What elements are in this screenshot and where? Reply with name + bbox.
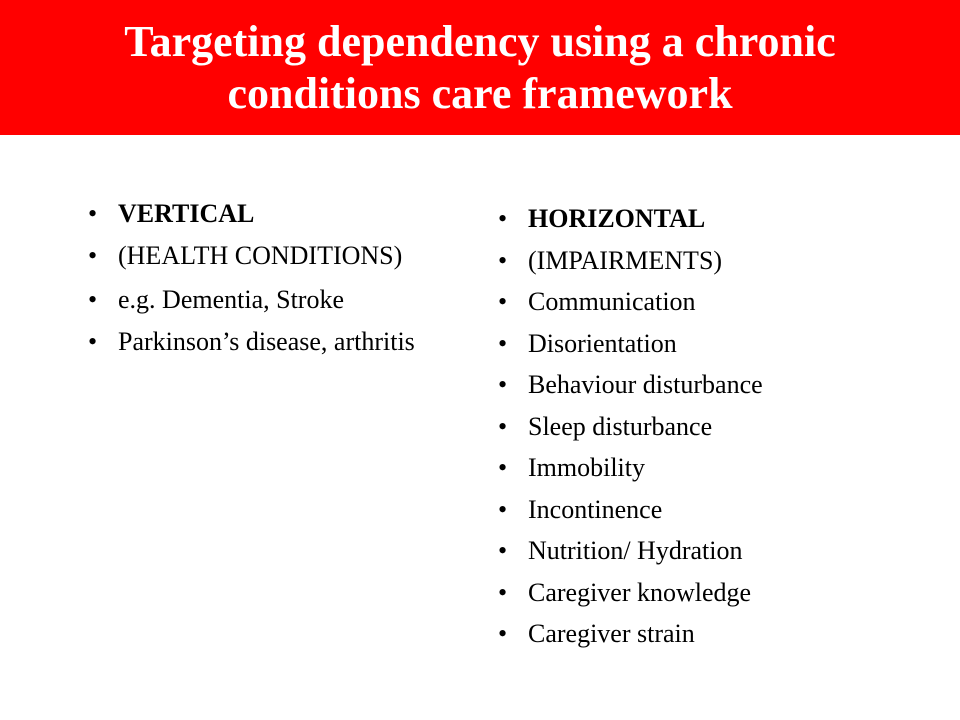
bullet-icon: • [498, 619, 508, 648]
list-item [498, 411, 918, 443]
list-item [498, 328, 918, 360]
slide-title: Targeting dependency using a chronic conditions care framework [124, 16, 836, 118]
bullet-icon: • [498, 204, 508, 233]
horizontal-column-list [498, 203, 918, 660]
list-item [498, 286, 918, 318]
list-item-text: Incontinence [528, 494, 663, 524]
list-item [88, 284, 418, 316]
list-item-text: (IMPAIRMENTS) [528, 245, 723, 275]
bullet-icon: • [88, 327, 98, 356]
list-item-text: Sleep disturbance [528, 411, 713, 441]
bullet-icon: • [498, 328, 508, 358]
list-item [498, 369, 918, 401]
list-item-text: Nutrition/ Hydration [528, 536, 743, 565]
list-item-text: e.g. Dementia, Stroke [118, 285, 344, 314]
bullet-icon: • [498, 287, 508, 316]
list-item [498, 535, 918, 567]
list-item-text: Behaviour disturbance [528, 370, 763, 399]
list-item-text: Communication [528, 287, 696, 316]
list-item-text: Immobility [528, 453, 645, 482]
list-item-vertical-heading [88, 198, 418, 230]
bullet-icon: • [88, 199, 98, 228]
list-item-text: Parkinson’s disease, arthritis [118, 327, 415, 356]
list-item [498, 245, 918, 277]
bullet-icon: • [498, 370, 508, 399]
list-item-text: Caregiver knowledge [528, 577, 752, 607]
list-item-text: VERTICAL [118, 199, 255, 228]
bullet-icon: • [498, 536, 508, 565]
list-item-text: Caregiver strain [528, 619, 695, 648]
list-item [88, 326, 418, 358]
list-item [88, 240, 418, 272]
bullet-icon: • [498, 245, 508, 275]
bullet-icon: • [88, 285, 98, 314]
bullet-icon: • [88, 241, 98, 270]
bullet-icon: • [498, 577, 508, 607]
list-item [498, 577, 918, 609]
list-item-text: (HEALTH CONDITIONS) [118, 241, 403, 270]
list-item [498, 452, 918, 484]
list-item-text: HORIZONTAL [528, 204, 706, 233]
list-item [498, 618, 918, 650]
list-item [498, 494, 918, 526]
bullet-icon: • [498, 494, 508, 524]
list-item-text: Disorientation [528, 328, 677, 358]
bullet-icon: • [498, 411, 508, 441]
list-item-horizontal-heading [498, 203, 918, 235]
title-bar [0, 0, 960, 135]
bullet-icon: • [498, 453, 508, 482]
vertical-column-list [88, 198, 418, 370]
